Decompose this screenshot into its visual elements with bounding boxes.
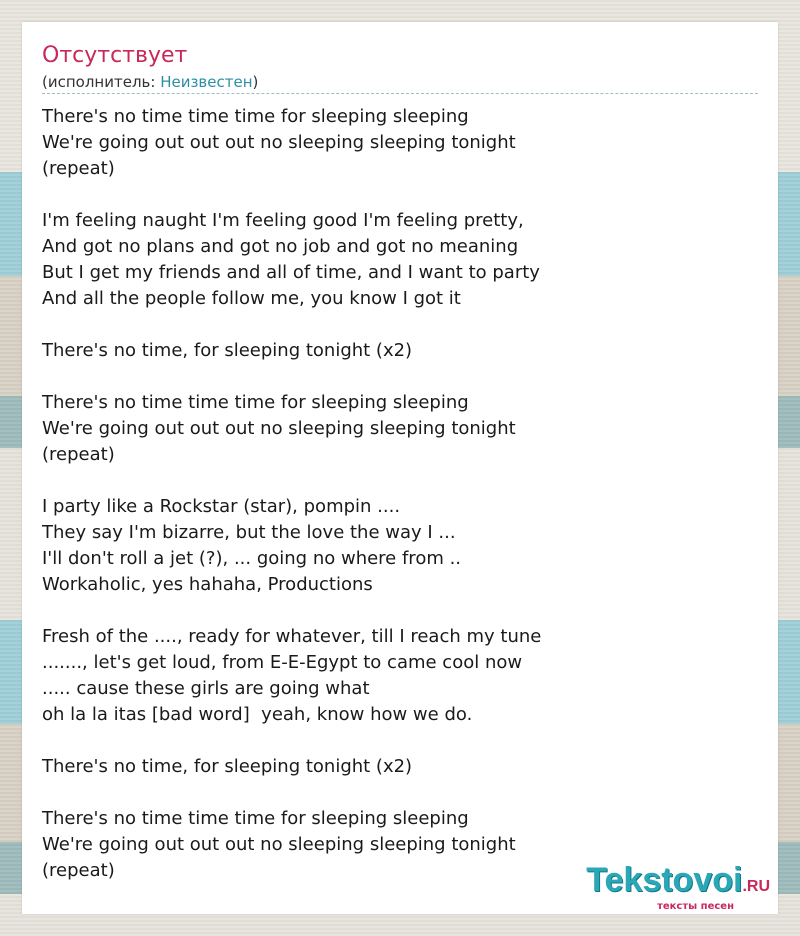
lyric-line: (repeat) — [42, 444, 115, 465]
lyric-line: And got no plans and got no job and got no meaning — [42, 236, 519, 257]
lyric-line: There's no time, for sleeping tonight (x2) — [42, 340, 413, 361]
artist-link[interactable]: Неизвестен — [160, 73, 253, 91]
lyric-line: ..... cause these girls are going what — [42, 678, 370, 699]
logo-tagline: тексты песен — [657, 901, 734, 912]
lyric-line: I party like a Rockstar (star), pompin .... — [42, 496, 401, 517]
lyric-line — [42, 468, 758, 494]
lyric-line: There's no time time time for sleeping sleeping — [42, 808, 469, 829]
divider — [42, 93, 758, 94]
lyric-line: Workaholic, yes hahaha, Productions — [42, 574, 373, 595]
lyric-line: (repeat) — [42, 158, 115, 179]
lyric-line: ......., let's get loud, from E-E-Egypt to came cool now — [42, 652, 523, 673]
artist-prefix: (исполнитель: — [42, 73, 161, 91]
artist-line — [42, 72, 258, 92]
lyric-line — [42, 728, 758, 754]
lyric-line: But I get my friends and all of time, and I want to party — [42, 262, 540, 283]
lyric-line — [42, 598, 758, 624]
lyric-line: (repeat) — [42, 860, 115, 881]
lyric-line — [42, 182, 758, 208]
lyric-line: There's no time, for sleeping tonight (x2) — [42, 756, 413, 777]
lyric-line: And all the people follow me, you know I got it — [42, 288, 461, 309]
lyric-line: There's no time time time for sleeping sleeping — [42, 392, 469, 413]
logo-wordmark — [586, 862, 770, 905]
lyrics-card — [22, 22, 778, 914]
site-logo[interactable] — [586, 862, 770, 912]
logo-main: Tekstovoi — [586, 861, 743, 899]
lyric-line: We're going out out out no sleeping sleeping tonight — [42, 418, 516, 439]
logo-domain: .RU — [742, 878, 770, 895]
lyric-line: They say I'm bizarre, but the love the way I ... — [42, 522, 456, 543]
lyric-line: I'm feeling naught I'm feeling good I'm feeling pretty, — [42, 210, 524, 231]
song-title: Отсутствует — [42, 43, 188, 68]
lyric-line: There's no time time time for sleeping sleeping — [42, 106, 469, 127]
lyric-line: oh la la itas [bad word] yeah, know how we do. — [42, 704, 473, 725]
lyric-line: I'll don't roll a jet (?), ... going no where from .. — [42, 548, 462, 569]
lyric-line: We're going out out out no sleeping sleeping tonight — [42, 132, 516, 153]
lyric-line: Fresh of the ...., ready for whatever, till I reach my tune — [42, 626, 542, 647]
artist-suffix: ) — [252, 73, 259, 91]
lyric-line — [42, 780, 758, 806]
lyrics-text — [42, 104, 758, 884]
lyric-line — [42, 312, 758, 338]
lyric-line — [42, 364, 758, 390]
lyric-line: We're going out out out no sleeping sleeping tonight — [42, 834, 516, 855]
